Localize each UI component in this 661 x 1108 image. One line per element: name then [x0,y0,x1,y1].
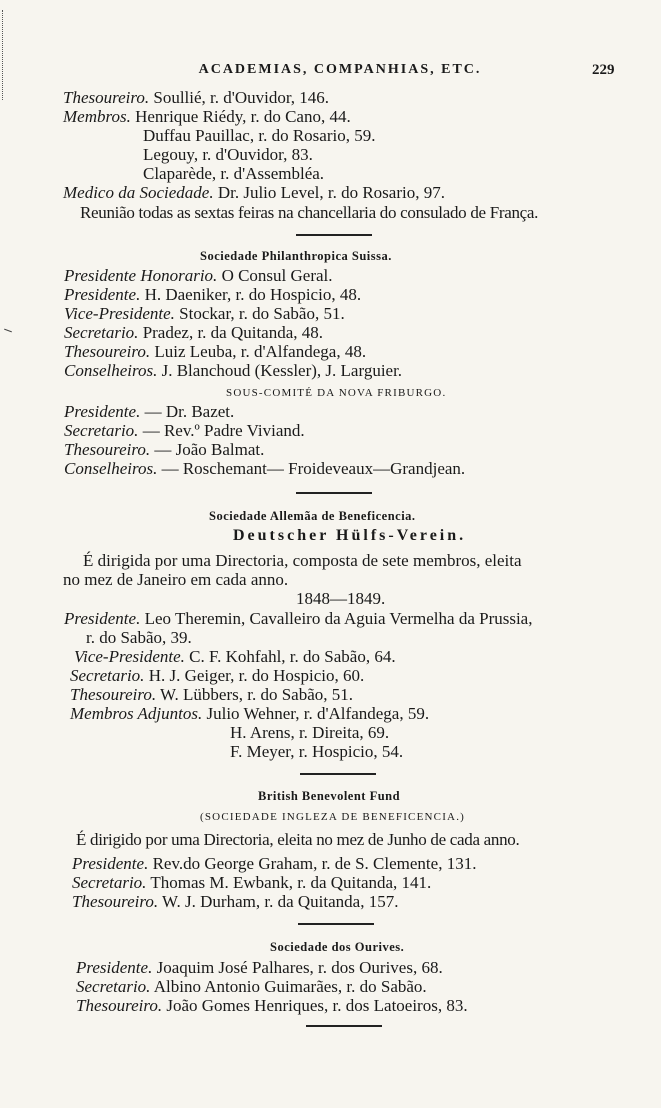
entry-line: Membros. Henrique Riédy, r. do Cano, 44. [63,107,351,126]
section-title: Sociedade Philanthropica Suissa. [200,249,392,263]
section-title: Sociedade dos Ourives. [270,940,405,954]
role-label: Secretario. [70,666,145,685]
entry-line: Medico da Sociedade. Dr. Julio Level, r. do Rosario, 97. [63,183,445,202]
role-label: Conselheiros. [64,459,158,478]
entry-line: Presidente. H. Daeniker, r. do Hospicio, 48. [64,285,362,304]
margin-scan-mark [4,329,12,333]
paragraph-line: no mez de Janeiro em cada anno. [63,570,289,589]
role-label: Secretario. [64,421,139,440]
subsection-title: SOUS-COMITÉ DA NOVA FRIBURGO. [226,387,447,399]
role-label: Thesoureiro. [64,342,151,361]
role-label: Thesoureiro. [76,996,163,1015]
entry-line: Presidente. — Dr. Bazet. [64,402,235,421]
role-label: Vice-Presidente. [74,647,185,666]
running-header: ACADEMIAS, COMPANHIAS, ETC. [198,62,482,77]
role-label: Presidente. [64,402,141,421]
entry-line: Conselheiros. J. Blanchoud (Kessler), J. Larguier. [64,361,403,380]
margin-scan-mark [2,10,3,100]
role-label: Secretario. [76,977,151,996]
entry-line: Thesoureiro. W. J. Durham, r. da Quitanda, 157. [72,892,399,911]
entry-line: Secretario. H. J. Geiger, r. do Hospicio, 60. [70,666,365,685]
role-label: Thesoureiro. [63,88,150,107]
entry-line: Vice-Presidente. C. F. Kohfahl, r. do Sabão, 64. [74,647,396,666]
entry-line: Membros Adjuntos. Julio Wehner, r. d'Alfandega, 59. [70,704,430,723]
entry-line: Thesoureiro. W. Lübbers, r. do Sabão, 51. [70,685,354,704]
section-divider [306,1025,382,1027]
page-number: 229 [592,62,615,78]
entry-line: Claparède, r. d'Assembléa. [143,164,325,183]
entry-line: Presidente Honorario. O Consul Geral. [64,266,333,285]
entry-line: Legouy, r. d'Ouvidor, 83. [143,145,313,164]
paragraph-line: É dirigido por uma Directoria, eleita no mez de Junho de cada anno. [76,830,520,849]
role-label: Conselheiros. [64,361,158,380]
german-title: Deutscher Hülfs-Verein. [233,527,467,544]
role-label: Secretario. [72,873,147,892]
section-divider [296,492,372,494]
paragraph-line: É dirigida por uma Directoria, composta de sete membros, eleita [83,551,522,570]
entry-line: Secretario. Albino Antonio Guimarães, r. do Sabão. [76,977,427,996]
role-label: Presidente. [72,854,149,873]
entry-line: Conselheiros. — Roschemant— Froideveaux—Grandjean. [64,459,466,478]
entry-line: Presidente. Leo Theremin, Cavalleiro da Aguia Vermelha da Prussia, [64,609,533,628]
entry-line: Thesoureiro. Soullié, r. d'Ouvidor, 146. [63,88,330,107]
entry-line: Duffau Pauillac, r. do Rosario, 59. [143,126,376,145]
section-title: British Benevolent Fund [258,789,401,803]
entry-line: Secretario. Pradez, r. da Quitanda, 48. [64,323,324,342]
role-label: Presidente. [64,285,141,304]
entry-line: Secretario. Thomas M. Ewbank, r. da Quitanda, 141. [72,873,432,892]
meeting-note: Reunião todas as sextas feiras na chancellaria do consulado de França. [80,203,539,222]
entry-line: Vice-Presidente. Stockar, r. do Sabão, 51. [64,304,345,323]
role-label: Presidente. [64,609,141,628]
role-label: Presidente Honorario. [64,266,218,285]
role-label: Membros. [63,107,131,126]
entry-line: r. do Sabão, 39. [86,628,192,647]
role-label: Presidente. [76,958,153,977]
section-subtitle: (SOCIEDADE INGLEZA DE BENEFICENCIA.) [200,811,466,823]
entry-line: F. Meyer, r. Hospicio, 54. [230,742,404,761]
entry-line: H. Arens, r. Direita, 69. [230,723,390,742]
role-label: Medico da Sociedade. [63,183,214,202]
entry-line: Thesoureiro. Luiz Leuba, r. d'Alfandega, 48. [64,342,367,361]
years-heading: 1848—1849. [296,589,386,608]
role-label: Thesoureiro. [64,440,151,459]
entry-line: Thesoureiro. — João Balmat. [64,440,265,459]
role-label: Thesoureiro. [72,892,159,911]
entry-line: Presidente. Rev.do George Graham, r. de S. Clemente, 131. [72,854,477,873]
entry-line: Presidente. Joaquim José Palhares, r. dos Ourives, 68. [76,958,443,977]
role-label: Membros Adjuntos. [70,704,203,723]
section-divider [300,773,376,775]
entry-line: Thesoureiro. João Gomes Henriques, r. dos Latoeiros, 83. [76,996,468,1015]
section-divider [296,234,372,236]
role-label: Thesoureiro. [70,685,157,704]
role-label: Secretario. [64,323,139,342]
role-label: Vice-Presidente. [64,304,175,323]
section-title: Sociedade Allemãa de Beneficencia. [209,509,416,523]
entry-line: Secretario. — Rev.º Padre Viviand. [64,421,305,440]
section-divider [298,923,374,925]
